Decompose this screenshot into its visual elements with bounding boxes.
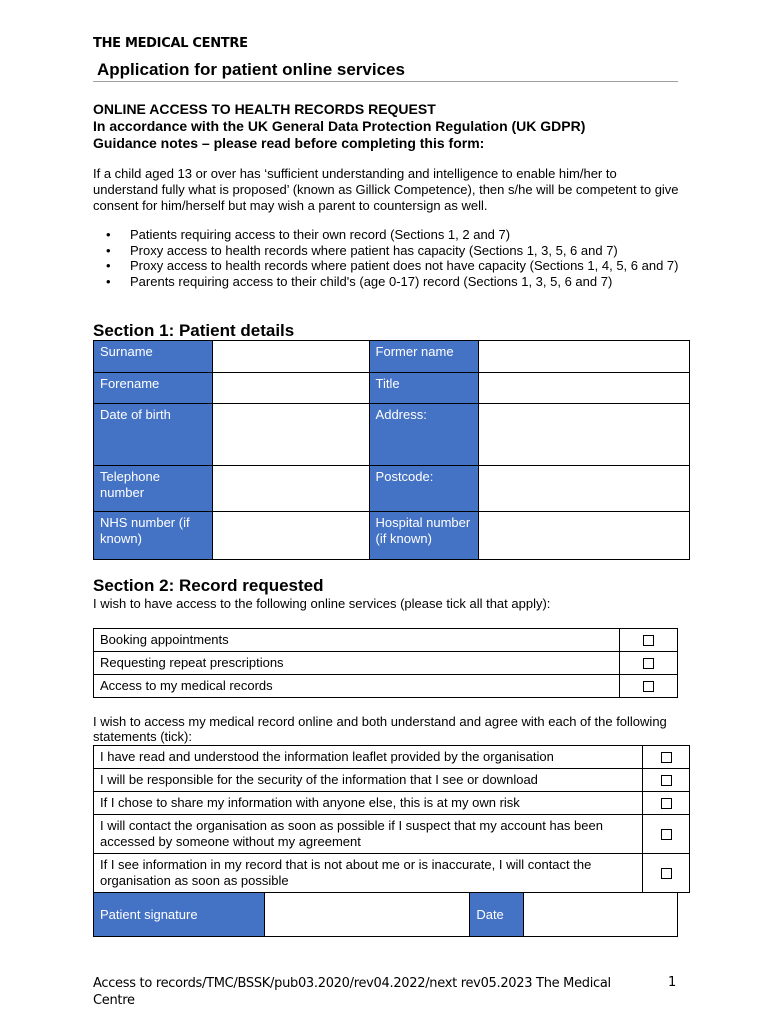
- checkbox[interactable]: [661, 752, 672, 763]
- address-label: Address:: [369, 404, 479, 466]
- surname-label: Surname: [94, 341, 213, 373]
- statement-label: I have read and understood the information leaflet provided by the organisation: [94, 746, 643, 769]
- section-1-title: Section 1: Patient details: [93, 321, 295, 340]
- checkbox[interactable]: [643, 635, 654, 646]
- statement-label: I will be responsible for the security of the information that I see or download: [94, 769, 643, 792]
- table-row: [94, 652, 678, 675]
- table-row: [94, 629, 678, 652]
- date-field[interactable]: [524, 893, 678, 937]
- date-label: Date: [470, 893, 524, 937]
- hospital-number-label: Hospital number (if known): [369, 512, 479, 560]
- dob-label: Date of birth: [94, 404, 213, 466]
- list-item: • Proxy access to health records where patient has capacity (Sections 1, 3, 5, 6 and 7): [93, 243, 683, 259]
- guidance-paragraph: If a child aged 13 or over has ‘sufficient understanding and intelligence to enable him/her to understand fully what is proposed’ (known as Gillick Competence), then s/he will be competent to give consent for him/herself but may wish a parent to countersign as well.: [93, 166, 679, 213]
- service-label: Booking appointments: [94, 629, 620, 652]
- statement-label: If I chose to share my information with anyone else, this is at my own risk: [94, 792, 643, 815]
- table-row: [94, 854, 690, 893]
- heading-line-1: ONLINE ACCESS TO HEALTH RECORDS REQUEST: [93, 101, 436, 117]
- list-item: • Proxy access to health records where patient does not have capacity (Sections 1, 4, 5, 6 and 7): [93, 258, 683, 274]
- statement-label: I will contact the organisation as soon as possible if I suspect that my account has been accessed by someone without my agreement: [94, 815, 643, 854]
- table-row: [94, 746, 690, 769]
- dob-field[interactable]: [212, 404, 369, 466]
- list-item: • Parents requiring access to their child's (age 0-17) record (Sections 1, 3, 5, 6 and 7): [93, 274, 683, 290]
- table-row: [94, 792, 690, 815]
- heading-line-2: In accordance with the UK General Data Protection Regulation (UK GDPR): [93, 118, 586, 134]
- checkbox[interactable]: [661, 829, 672, 840]
- hospital-number-field[interactable]: [479, 512, 690, 560]
- statements-intro: I wish to access my medical record online and both understand and agree with each of the following statements (tick):: [93, 714, 667, 744]
- checkbox[interactable]: [661, 798, 672, 809]
- nhs-number-field[interactable]: [212, 512, 369, 560]
- signature-field[interactable]: [264, 893, 470, 937]
- former-name-label: Former name: [369, 341, 479, 373]
- checkbox[interactable]: [661, 868, 672, 879]
- heading-line-3: Guidance notes – please read before completing this form:: [93, 135, 485, 151]
- checkbox[interactable]: [643, 681, 654, 692]
- section-2-title: Section 2: Record requested: [93, 576, 324, 595]
- signature-label: Patient signature: [94, 893, 265, 937]
- address-field[interactable]: [479, 404, 690, 466]
- list-item: • Patients requiring access to their own record (Sections 1, 2 and 7): [93, 227, 683, 243]
- forename-label: Forename: [94, 373, 213, 404]
- statement-label: If I see information in my record that is not about me or is inaccurate, I will contact the organisation as soon as possible: [94, 854, 643, 893]
- services-table: [93, 628, 678, 698]
- checkbox[interactable]: [661, 775, 672, 786]
- title-divider: [93, 81, 678, 82]
- forename-field[interactable]: [212, 373, 369, 404]
- page-number: 1: [668, 975, 677, 990]
- service-label: Requesting repeat prescriptions: [94, 652, 620, 675]
- statements-table: [93, 745, 690, 893]
- title-label: Title: [369, 373, 479, 404]
- table-row: [94, 675, 678, 698]
- practice-name: THE MEDICAL CENTRE: [93, 36, 248, 51]
- service-label: Access to my medical records: [94, 675, 620, 698]
- postcode-label: Postcode:: [369, 466, 479, 512]
- form-title: Application for patient online services: [97, 60, 405, 79]
- table-row: [94, 769, 690, 792]
- telephone-field[interactable]: [212, 466, 369, 512]
- postcode-field[interactable]: [479, 466, 690, 512]
- table-row: [94, 815, 690, 854]
- title-field[interactable]: [479, 373, 690, 404]
- signature-table: [93, 892, 678, 937]
- checkbox[interactable]: [643, 658, 654, 669]
- patient-details-table: [93, 340, 690, 560]
- services-intro: I wish to have access to the following online services (please tick all that apply):: [93, 596, 551, 611]
- former-name-field[interactable]: [479, 341, 690, 373]
- surname-field[interactable]: [212, 341, 369, 373]
- nhs-number-label: NHS number (if known): [94, 512, 213, 560]
- guidance-list: [93, 227, 683, 289]
- footer-text: Access to records/TMC/BSSK/pub03.2020/rev04.2022/next rev05.2023 The Medical Centre: [93, 976, 611, 1008]
- telephone-label: Telephone number: [94, 466, 213, 512]
- request-heading: [93, 101, 585, 152]
